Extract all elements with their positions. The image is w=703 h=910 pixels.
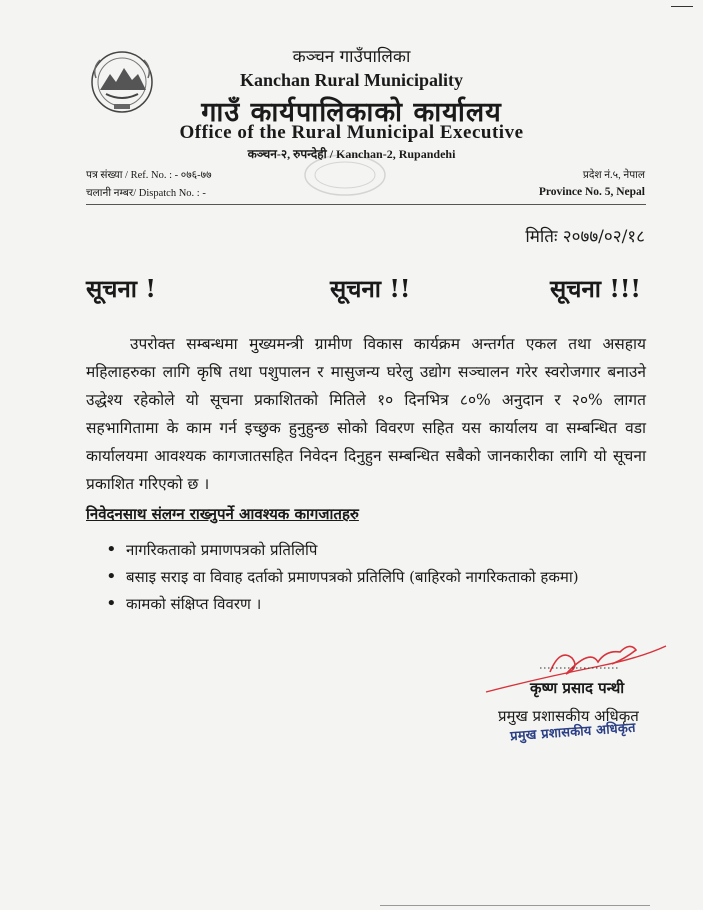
letter-date: मितिः २०७७/०२/१८: [525, 227, 645, 247]
header-divider: [86, 204, 646, 205]
official-stamp: प्रमुख प्रशासकीय अधिकृत: [509, 720, 637, 745]
scan-edge-mark: [671, 6, 693, 7]
notice-body: उपरोक्त सम्बन्धमा मुख्यमन्त्री ग्रामीण विकास कार्यक्रम अन्तर्गत एकल तथा असहाय महिलाहरुका लागि कृषि तथा पशुपालन र मासुजन्य घरेलु उद्योग सञ्चालन गरेर स्वरोजगार बनाउने उद्धेश्य रहेकोले यो सूचना प्रकाशितको मितिले १० दिनभित्र ८०% अनुदान र २०% लागत सहभागितामा के काम गर्न इच्छुक हुनुहुन्छ सोको विवरण सहित यस कार्यालय वा सम्बन्धित वडा कार्यालयमा आवश्यक कागजातसहित निवेदन दिनुहुन सम्बन्धित सबैको जानकारीका लागि यो सूचना प्रकाशित गरिएको छ ।: [86, 335, 646, 493]
municipality-name-np: कञ्चन गाउँपालिका: [292, 47, 411, 67]
dispatch-number: चलानी नम्बर/ Dispatch No. : -: [86, 188, 206, 199]
signatory-title: प्रमुख प्रशासकीय अधिकृत: [498, 707, 639, 725]
requirements-heading: निवेदनसाथ संलग्न राख्नुपर्ने आवश्यक कागजातहरु: [86, 505, 359, 523]
ref-number: पत्र संख्या / Ref. No. : - ०७६-७७: [86, 170, 212, 181]
requirements-list: [106, 536, 579, 617]
province-np: प्रदेश नं.५, नेपाल: [582, 170, 645, 181]
province-en: Province No. 5, Nepal: [538, 186, 645, 198]
bullet-icon: •: [106, 593, 117, 614]
requirement-text: बसाइ सराइ वा विवाह दर्ताको प्रमाणपत्रको प्रतिलिपि (बाहिरको नागरिकताको हकमा): [126, 568, 579, 586]
municipality-name-en: Kanchan Rural Municipality: [239, 70, 464, 90]
list-item: [106, 536, 579, 563]
office-name-en: Office of the Rural Municipal Executive: [179, 122, 524, 143]
list-item: [106, 563, 579, 590]
office-name-np: गाउँ कार्यपालिकाको कार्यालय: [201, 97, 502, 128]
requirement-text: नागरिकताको प्रमाणपत्रको प्रतिलिपि: [126, 541, 318, 559]
bullet-icon: •: [106, 539, 117, 560]
notice-heading-1: सूचना !: [86, 274, 156, 303]
requirement-text: कामको संक्षिप्त विवरण ।: [126, 595, 262, 613]
notice-heading-2: सूचना !!: [330, 274, 411, 303]
list-item: [106, 590, 579, 617]
office-address: कञ्चन-२, रुपन्देही / Kanchan-2, Rupandehi: [247, 147, 456, 161]
notice-heading-3: सूचना !!!: [550, 274, 641, 303]
bullet-icon: •: [106, 566, 117, 587]
scan-bottom-edge: [380, 905, 650, 906]
signatory-name: कृष्ण प्रसाद पन्थी: [530, 679, 625, 697]
